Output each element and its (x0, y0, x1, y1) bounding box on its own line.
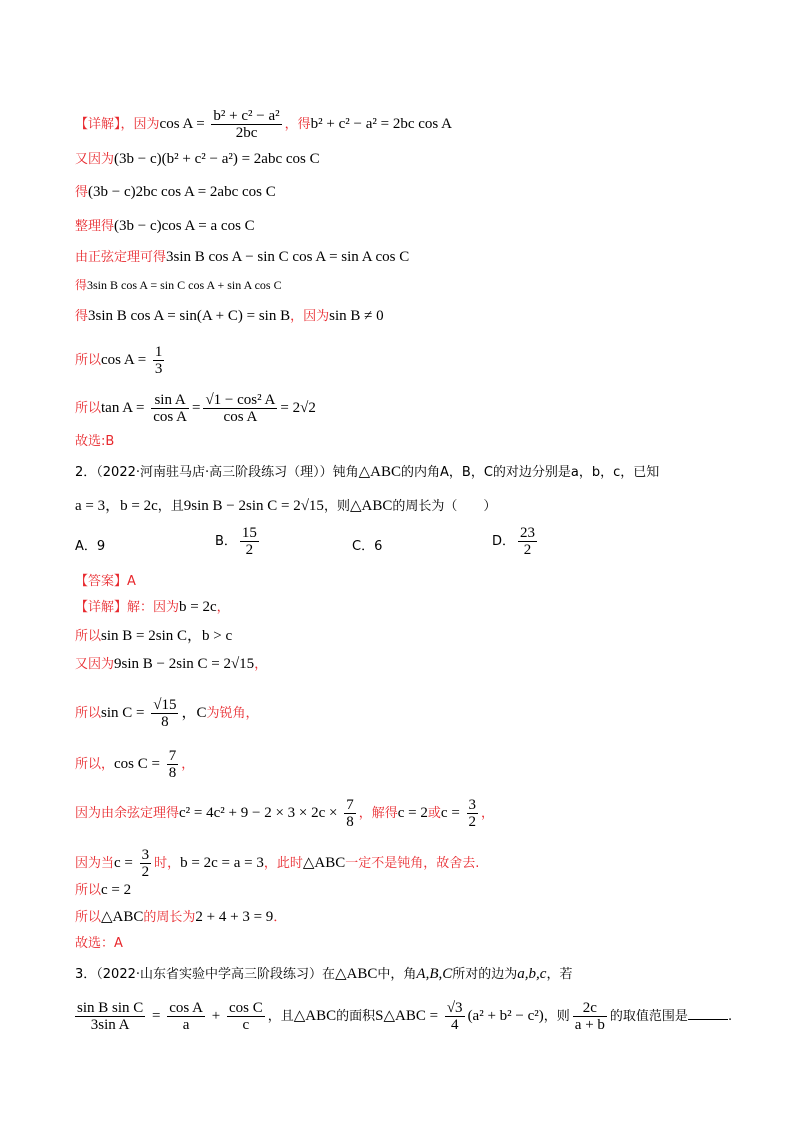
fraction (344, 797, 356, 830)
text: 所以 (75, 910, 102, 925)
fraction (75, 1000, 145, 1033)
detail-line-3 (75, 183, 276, 202)
option-c: C．6 (352, 539, 383, 554)
math: a = 3 (75, 498, 106, 514)
text: 得 (75, 185, 89, 200)
math: 3sin B cos A − sin C cos A = sin A cos C (166, 249, 410, 265)
denominator: 8 (151, 713, 178, 730)
fraction (240, 525, 259, 558)
denominator: 2 (468, 814, 477, 830)
numerator: 3 (141, 847, 150, 863)
text: 的内角A，B，C的对边分别是a，b，c，已知 (401, 465, 660, 480)
answer-line: 故选：A (75, 936, 123, 951)
math: c = (114, 855, 137, 871)
fraction (167, 1000, 205, 1033)
text: . (727, 1009, 733, 1024)
denominator: c (227, 1016, 265, 1033)
fraction (227, 1000, 265, 1033)
text: 所以 (75, 883, 102, 898)
detail-line-7 (75, 307, 384, 326)
math: c = 2 (101, 882, 132, 898)
numerator: sin A (154, 392, 186, 408)
denominator: 2 (141, 864, 150, 880)
answer-label: 【答案】A (75, 574, 136, 589)
q2-solution-line-9 (75, 908, 286, 927)
math: 3sin B cos A = sin(A + C) = sin B (88, 308, 291, 324)
q2-solution-line-4 (75, 697, 259, 730)
math: (3b − c)cos A = a cos C (114, 218, 255, 234)
denominator: 2 (518, 541, 537, 558)
math: cos A = (159, 116, 209, 132)
numerator: √1 − cos² A (205, 392, 276, 408)
question-number: 2． (75, 465, 97, 480)
text: ， (254, 657, 268, 672)
text: 所以 (75, 353, 102, 368)
text: 时， (154, 856, 181, 871)
math: 9sin B − 2sin C = 2√15 (114, 656, 255, 672)
detail-label: 【详解】 (75, 600, 128, 615)
question-source: （2022·山东省实验中学高三阶段练习）在 (96, 967, 335, 982)
text: 所对的边为 (452, 967, 518, 982)
fraction (518, 525, 537, 558)
math: c = (440, 805, 464, 821)
text: ， (481, 806, 495, 821)
numerator: √3 (446, 1000, 463, 1016)
math: b² + c² − a² = 2bc cos A (310, 116, 453, 132)
math: c = 2 (397, 805, 428, 821)
math: cos C = (114, 756, 164, 772)
text: 中，角 (377, 967, 417, 982)
text: 一定不是钝角，故舍去. (345, 856, 480, 871)
detail-line-1 (75, 108, 452, 141)
fraction (211, 108, 281, 141)
text: ，得 (284, 117, 311, 132)
text: ，且 (267, 1009, 294, 1024)
text: ，因为 (120, 117, 160, 132)
text: ，若 (546, 967, 573, 982)
math: ，b > c (187, 628, 233, 644)
denominator: 2 (240, 541, 259, 558)
math: cos A = (101, 352, 150, 368)
math: + (208, 1008, 224, 1024)
question-number: 3． (75, 967, 97, 982)
text: 所以， (75, 757, 115, 772)
q2-solution-line-7 (75, 847, 479, 880)
numerator: 23 (520, 525, 536, 541)
text: ，且 (157, 499, 184, 514)
numerator: cos C (228, 1000, 263, 1016)
numerator: 7 (346, 797, 354, 813)
numerator: 1 (154, 344, 163, 360)
option-d (492, 525, 540, 558)
denominator: cos A (153, 409, 187, 425)
text: 所以 (75, 706, 102, 721)
math: 2 + 4 + 3 = 9 (195, 909, 274, 925)
fraction (445, 1000, 465, 1033)
fraction (153, 344, 165, 377)
fraction (151, 697, 178, 730)
math: 3sin B cos A = sin C cos A + sin A cos C (87, 278, 282, 292)
numerator: √15 (153, 697, 177, 713)
detail-line-8 (75, 344, 167, 377)
math: ，C (181, 705, 207, 721)
math: b = 2c (179, 599, 217, 615)
denominator: a (167, 1016, 205, 1033)
detail-line-5 (75, 248, 409, 267)
math: = (148, 1008, 165, 1024)
text: ，解得 (358, 806, 398, 821)
text: 又因为 (75, 657, 115, 672)
answer-blank (688, 1019, 728, 1020)
math: ，b = 2c (105, 498, 158, 514)
math: (3b − c)(b² + c² − a²) = 2abc cos C (114, 151, 320, 167)
math: (3b − c)2bc cos A = 2abc cos C (88, 184, 276, 200)
fraction (140, 847, 152, 880)
fraction (167, 748, 179, 781)
text: 又因为 (75, 152, 115, 167)
answer-line: 故选:B (75, 434, 115, 449)
question-2-stem-line-1 (75, 463, 659, 482)
math: tan A = (101, 400, 149, 416)
denominator: 2bc (211, 124, 281, 141)
math: △ABC (101, 909, 144, 925)
text: ， (181, 757, 195, 772)
detail-line-2 (75, 150, 320, 169)
q2-solution-line-6 (75, 797, 494, 830)
math: sin B = 2sin C (101, 628, 187, 644)
math: △ABC (335, 966, 378, 982)
text: ， (216, 600, 230, 615)
text: 得 (75, 309, 89, 324)
numerator: 2c (582, 1000, 597, 1016)
math: sin C = (101, 705, 149, 721)
question-3-stem-line-1 (75, 965, 572, 984)
denominator: 8 (346, 814, 354, 830)
question-source: （2022·河南驻马店·高三阶段练习（理））钝角 (96, 465, 359, 480)
q2-solution-line-3 (75, 655, 267, 674)
math: a,b,c (517, 966, 547, 982)
text: ，则 (543, 1009, 570, 1024)
text: 为锐角， (206, 706, 259, 721)
numerator: sin B sin C (77, 1000, 144, 1016)
detail-line-9: 所以tan A = $\frac{\text{sin A}}{\text{cos A}}$ = $\frac{\text{√1 − cos² A}}{\text{cos A}}$ = 2√2 (75, 392, 316, 425)
fraction (203, 392, 277, 425)
detail-label: 【详解】 (75, 117, 121, 132)
math: (a² + b² − c²) (467, 1008, 544, 1024)
math: b = 2c = a = 3 (180, 855, 264, 871)
fraction (573, 1000, 607, 1033)
text: 得 (75, 278, 88, 292)
text: ，则 (323, 499, 350, 514)
question-3-stem-line-2 (72, 1000, 732, 1033)
question-2-stem-line-2 (75, 497, 496, 516)
numerator: b² + c² − a² (213, 108, 280, 124)
text: 的周长为（ ） (392, 499, 497, 514)
text: 因为由余弦定理得 (75, 806, 180, 821)
math: △ABC (293, 1008, 337, 1024)
math: = 2√2 (280, 400, 316, 416)
text: ． (273, 910, 287, 925)
text: 所以 (75, 629, 102, 644)
option-a: A．9 (75, 539, 106, 554)
text: 的周长为 (143, 910, 196, 925)
text: 的取值范围是 (609, 1009, 688, 1024)
numerator: 7 (168, 748, 177, 764)
denominator: 8 (168, 765, 177, 781)
text: ，因为 (290, 309, 330, 324)
q2-solution-line-2 (75, 627, 232, 646)
math: 9sin B − 2sin C = 2√15 (183, 498, 324, 514)
option-b (215, 525, 262, 558)
detail-line-6 (75, 276, 282, 294)
math: sin B ≠ 0 (329, 308, 384, 324)
text: 由正弦定理可得 (75, 250, 167, 265)
denominator: a + b (574, 1017, 605, 1033)
numerator: cos A (169, 1000, 203, 1016)
detail-line-4 (75, 217, 255, 236)
math: △ABC (349, 498, 393, 514)
text: 所以 (75, 401, 102, 416)
math: A,B,C (416, 966, 453, 982)
text: ，此时 (263, 856, 303, 871)
q2-solution-line-8 (75, 881, 131, 900)
denominator: cos A (203, 408, 277, 425)
q2-solution-line-5 (75, 748, 194, 781)
denominator: 3sin A (75, 1016, 145, 1033)
option-label: B． (215, 534, 237, 549)
math: △ABC (358, 464, 402, 480)
q2-solution-line-1 (75, 598, 230, 617)
denominator: 4 (445, 1016, 465, 1033)
fraction (467, 797, 479, 830)
text: 因为当 (75, 856, 115, 871)
text: 的面积 (336, 1009, 376, 1024)
numerator: 3 (468, 797, 477, 813)
math: S△ABC = (375, 1008, 442, 1024)
math: c² = 4c² + 9 − 2 × 3 × 2c × (179, 805, 342, 821)
fraction (151, 392, 189, 425)
denominator: 3 (154, 361, 163, 377)
text: 或 (427, 806, 441, 821)
text: 整理得 (75, 219, 115, 234)
numerator: 15 (241, 525, 257, 541)
math: △ABC (302, 855, 346, 871)
text: 解：因为 (127, 600, 180, 615)
option-label: D． (492, 534, 516, 549)
